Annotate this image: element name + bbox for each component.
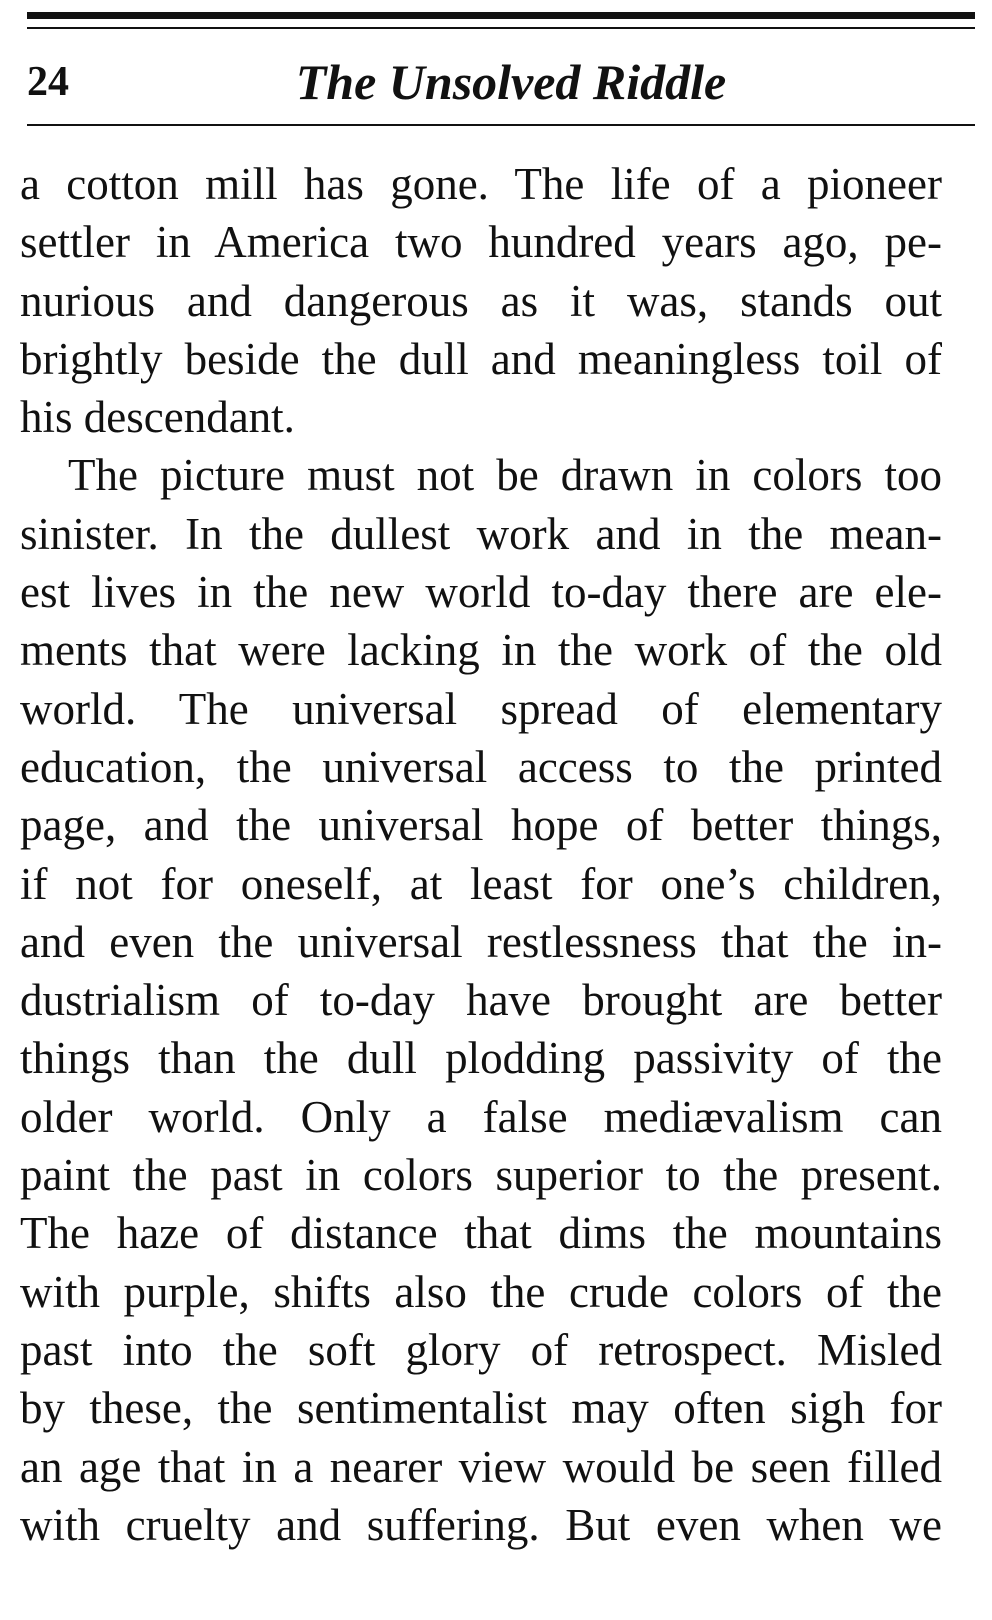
top-thick-rule bbox=[27, 12, 975, 19]
text-line: est lives in the new world to-day there are ele- bbox=[20, 567, 942, 618]
text-line: world. The universal spread of elementary bbox=[20, 683, 942, 734]
text-line: with cruelty and suffering. But even when we bbox=[20, 1499, 942, 1550]
text-line: ments that were lacking in the work of the old bbox=[20, 625, 942, 676]
body-text bbox=[20, 155, 942, 1554]
text-line: a cotton mill has gone. The life of a pioneer bbox=[20, 159, 942, 209]
text-line: past into the soft glory of retrospect. Misled bbox=[20, 1324, 942, 1375]
text-line: things than the dull plodding passivity of the bbox=[20, 1033, 942, 1084]
page-number: 24 bbox=[27, 59, 69, 105]
text-line: education, the universal access to the printed bbox=[20, 741, 942, 792]
text-line: if not for oneself, at least for one’s children, bbox=[20, 858, 942, 909]
text-line: and even the universal restlessness that the in- bbox=[20, 916, 942, 967]
top-thin-rule bbox=[27, 27, 975, 29]
header-rule bbox=[27, 124, 975, 126]
page-header bbox=[27, 52, 975, 114]
text-line: dustrialism of to-day have brought are better bbox=[20, 975, 942, 1026]
text-line: by these, the sentimentalist may often sigh for bbox=[20, 1383, 942, 1434]
text-line: settler in America two hundred years ago, pe- bbox=[20, 217, 942, 268]
text-line: older world. Only a false mediævalism can bbox=[20, 1091, 942, 1142]
text-line: The picture must not be drawn in colors too bbox=[68, 450, 942, 501]
text-line: an age that in a nearer view would be seen filled bbox=[20, 1441, 942, 1492]
text-line: his descendant. bbox=[20, 392, 295, 443]
text-line: paint the past in colors superior to the present. bbox=[20, 1150, 942, 1201]
text-line: with purple, shifts also the crude colors of the bbox=[20, 1266, 942, 1317]
text-line: page, and the universal hope of better things, bbox=[20, 800, 942, 851]
text-line: nurious and dangerous as it was, stands out bbox=[20, 275, 942, 326]
running-title: The Unsolved Riddle bbox=[295, 54, 727, 110]
text-line: The haze of distance that dims the mountains bbox=[20, 1208, 942, 1259]
text-line: sinister. In the dullest work and in the mean- bbox=[20, 508, 942, 559]
text-line: brightly beside the dull and meaningless toil of bbox=[20, 333, 942, 384]
